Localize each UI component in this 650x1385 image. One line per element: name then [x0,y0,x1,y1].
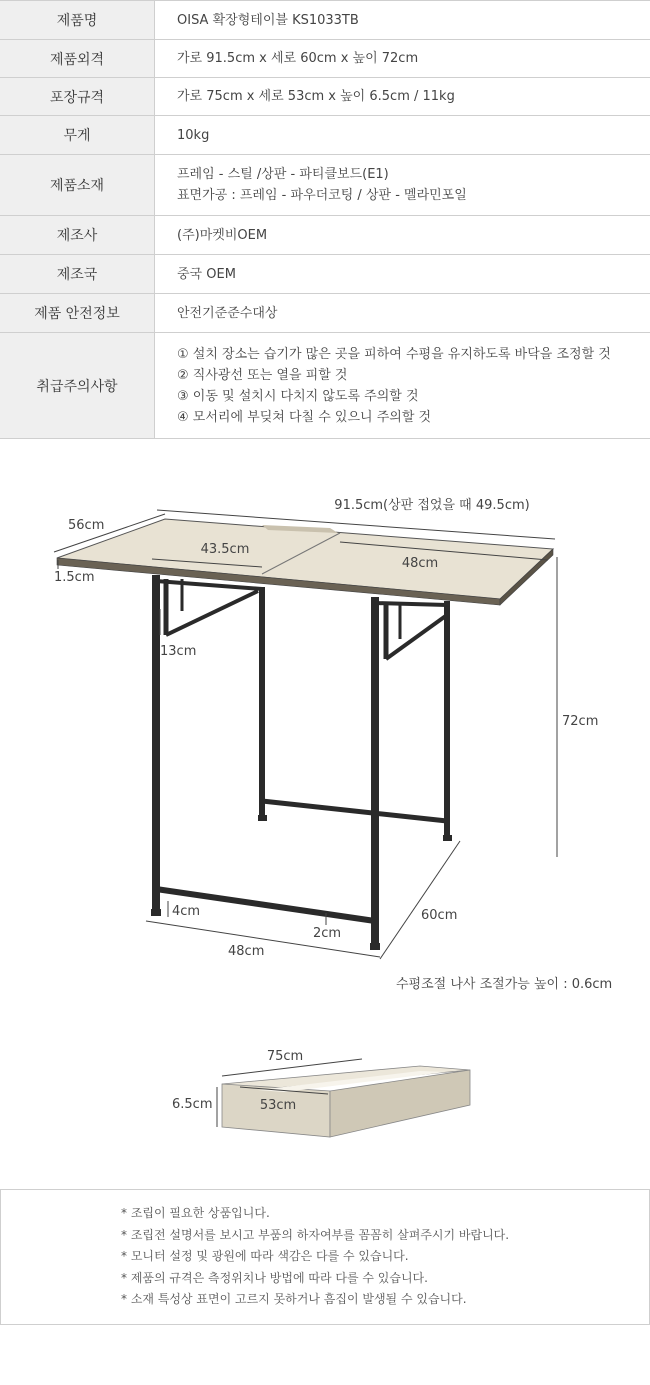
dim-top-thickness: 1.5cm [54,570,95,585]
spec-value-line: 표면가공 : 프레임 - 파우더코팅 / 상판 - 멜라민포일 [177,188,467,203]
spec-value-line: ④ 모서리에 부딪쳐 다칠 수 있으니 주의할 것 [177,409,432,425]
spec-label: 제품 안전정보 [0,294,155,333]
spec-value-line: 가로 75cm x 세로 53cm x 높이 6.5cm / 11kg [177,89,455,104]
spec-label: 취급주의사항 [0,333,155,439]
spec-value-line: ③ 이동 및 설치시 다치지 않도록 주의할 것 [177,388,419,404]
stretcher-back [262,801,447,821]
spec-label: 제품외격 [0,40,155,78]
foot-back-left [258,815,267,821]
spec-label: 제품명 [0,1,155,40]
spec-value [155,1,650,40]
spec-label: 무게 [0,116,155,155]
dim-base-depth: 60cm [421,908,458,923]
dim-box-depth: 53cm [259,1098,297,1113]
dim-foot-height: 4cm [172,904,201,919]
spec-value-line: 가로 91.5cm x 세로 60cm x 높이 72cm [177,51,419,66]
note-item: * 소재 특성상 표면이 고르지 못하거나 흠집이 발생될 수 있습니다. [121,1292,467,1306]
spec-value [155,40,650,78]
spec-label: 제조사 [0,216,155,255]
table-diagram [0,439,650,1189]
spec-value-line: 중국 OEM [177,266,236,282]
spec-row [0,78,650,116]
note-item: * 모니터 설정 및 광원에 따라 색감은 다를 수 있습니다. [121,1249,409,1263]
dim-box-height: 6.5cm [172,1097,213,1112]
spec-label: 포장규격 [0,78,155,116]
dim-base-width: 48cm [228,944,265,959]
spec-value [155,116,650,155]
dim-apron-height: 13cm [160,644,197,659]
spec-value [155,294,650,333]
spec-label: 제품소재 [0,155,155,216]
spec-row [0,333,650,439]
notes-box [0,1190,650,1325]
dim-box-width: 75cm [266,1049,304,1064]
spec-value-line: 10kg [177,127,210,143]
dim-bar-size: 2cm [313,926,342,941]
spec-value-line: OISA 확장형테이블 KS1033TB [177,12,359,28]
spec-value [155,216,650,255]
note-item: * 조립전 설명서를 보시고 부품의 하자여부를 꼼꼼히 살펴주시기 바랍니다. [121,1227,510,1242]
spec-value-line: ② 직사광선 또는 열을 피할 것 [177,367,348,383]
spec-row [0,294,650,333]
dim-fixed-width: 48cm [401,556,439,571]
notes-list [121,1203,509,1311]
dimline-base-depth [380,841,460,959]
dim-leaf-width: 43.5cm [200,542,250,557]
spec-table [0,0,650,439]
spec-value-line: (주)마켓비OEM [177,227,268,243]
note-item: * 조립이 필요한 상품입니다. [121,1206,270,1220]
spec-value-line: 프레임 - 스틸 /상판 - 파티클보드(E1) [177,167,389,182]
leveler-note: 수평조절 나사 조절가능 높이 : 0.6cm [396,977,613,992]
spec-row [0,255,650,294]
spec-row [0,155,650,216]
spec-value-line: 안전기준준수대상 [177,305,278,321]
spec-value [155,155,650,216]
spec-value [155,255,650,294]
bracket-right-arm [386,615,447,659]
dimension-figure [0,439,650,1190]
spec-row [0,216,650,255]
spec-value-line: ① 설치 장소는 습기가 많은 곳을 피하여 수평을 유지하도록 바닥을 조정할 것 [177,346,611,362]
apron-right [375,603,447,605]
dim-depth-top: 56cm [68,518,105,533]
note-item: * 제품의 규격은 측정위치나 방법에 따라 다를 수 있습니다. [121,1270,428,1285]
table-illustration [57,519,553,1137]
spec-row [0,40,650,78]
spec-label: 제조국 [0,255,155,294]
dim-width-full: 91.5cm(상판 접었을 때 49.5cm) [334,498,530,513]
dim-height: 72cm [562,714,599,729]
spec-value [155,333,650,439]
spec-row [0,116,650,155]
bracket-left-arm [166,591,258,635]
foot-back-right [443,835,452,841]
spec-value [155,78,650,116]
foot-front-right [370,943,380,950]
foot-front-left [151,909,161,916]
spec-row [0,1,650,40]
